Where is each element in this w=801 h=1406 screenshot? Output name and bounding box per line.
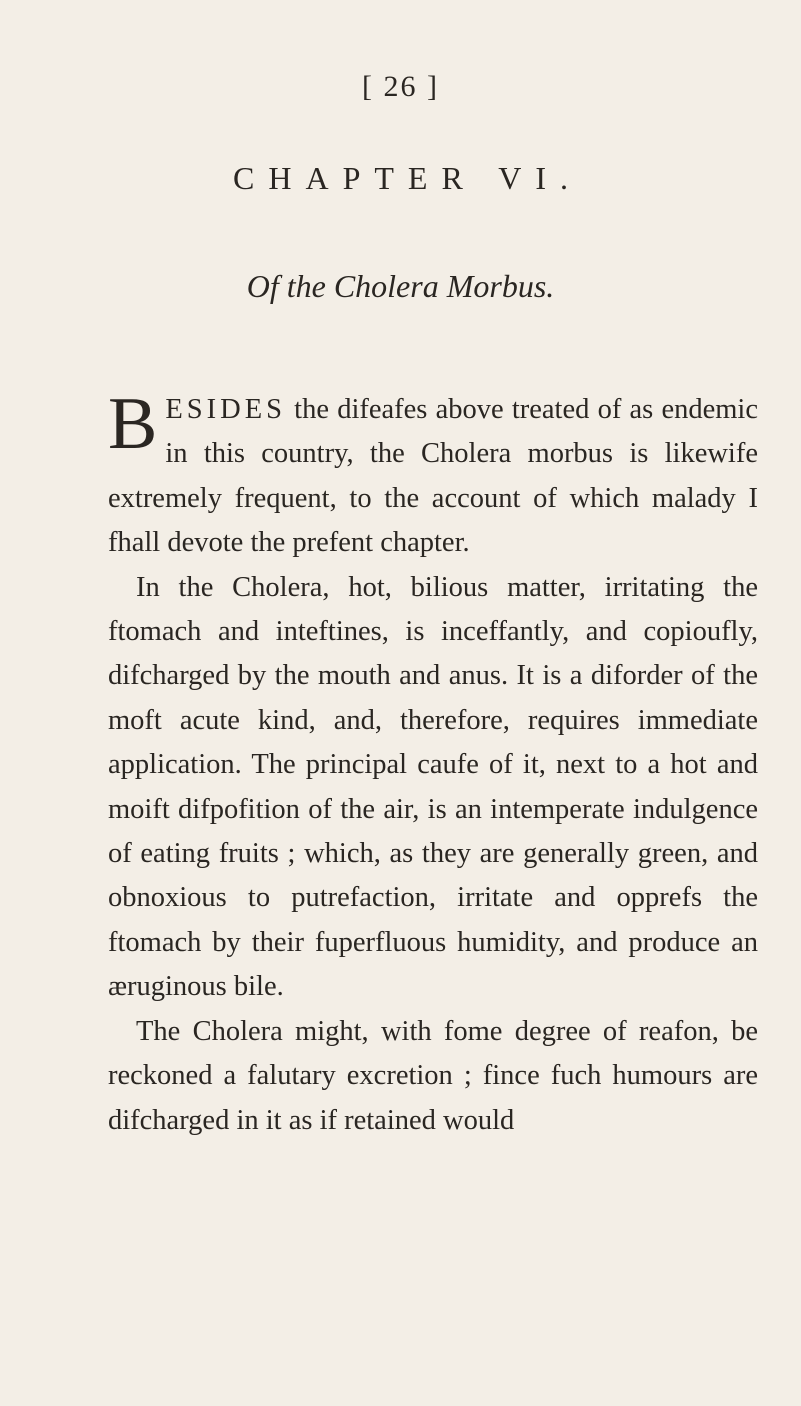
paragraph-1-text: the difeafes above treated of as endemic in this country, the Cholera morbus is likewife extremely frequent, to the account of which malady I fhall devote the prefent chapter. [108, 394, 759, 559]
body-text [108, 383, 759, 1143]
paragraph-1 [108, 383, 759, 566]
chapter-subtitle: Of the Cholera Morbus. [246, 268, 555, 304]
page-number: [ 26 ] [362, 70, 439, 103]
paragraph-2: In the Cholera, hot, bilious matter, irritating the ftomach and inteftines, is inceffantly, and copioufly, difcharged by the mouth and anus. It is a diforder of the moft acute kind, and, therefore, requires immediate application. The principal caufe of it, next to a hot and moift difpofition of the air, is an intemperate indulgence of eating fruits ; which, as they are generally green, and obnoxious to putrefaction, irritate and opprefs the ftomach by their fuperfluous humidity, and produce an æruginous bile. [108, 571, 758, 1003]
lead-word: ESIDES [165, 394, 286, 425]
chapter-title: CHAPTER VI. [233, 160, 582, 196]
drop-cap: B [108, 383, 158, 465]
paragraph-3: The Cholera might, with fome degree of reafon, be reckoned a falutary excretion ; fince fuch humours are difcharged in it as if retained would [108, 1015, 758, 1136]
